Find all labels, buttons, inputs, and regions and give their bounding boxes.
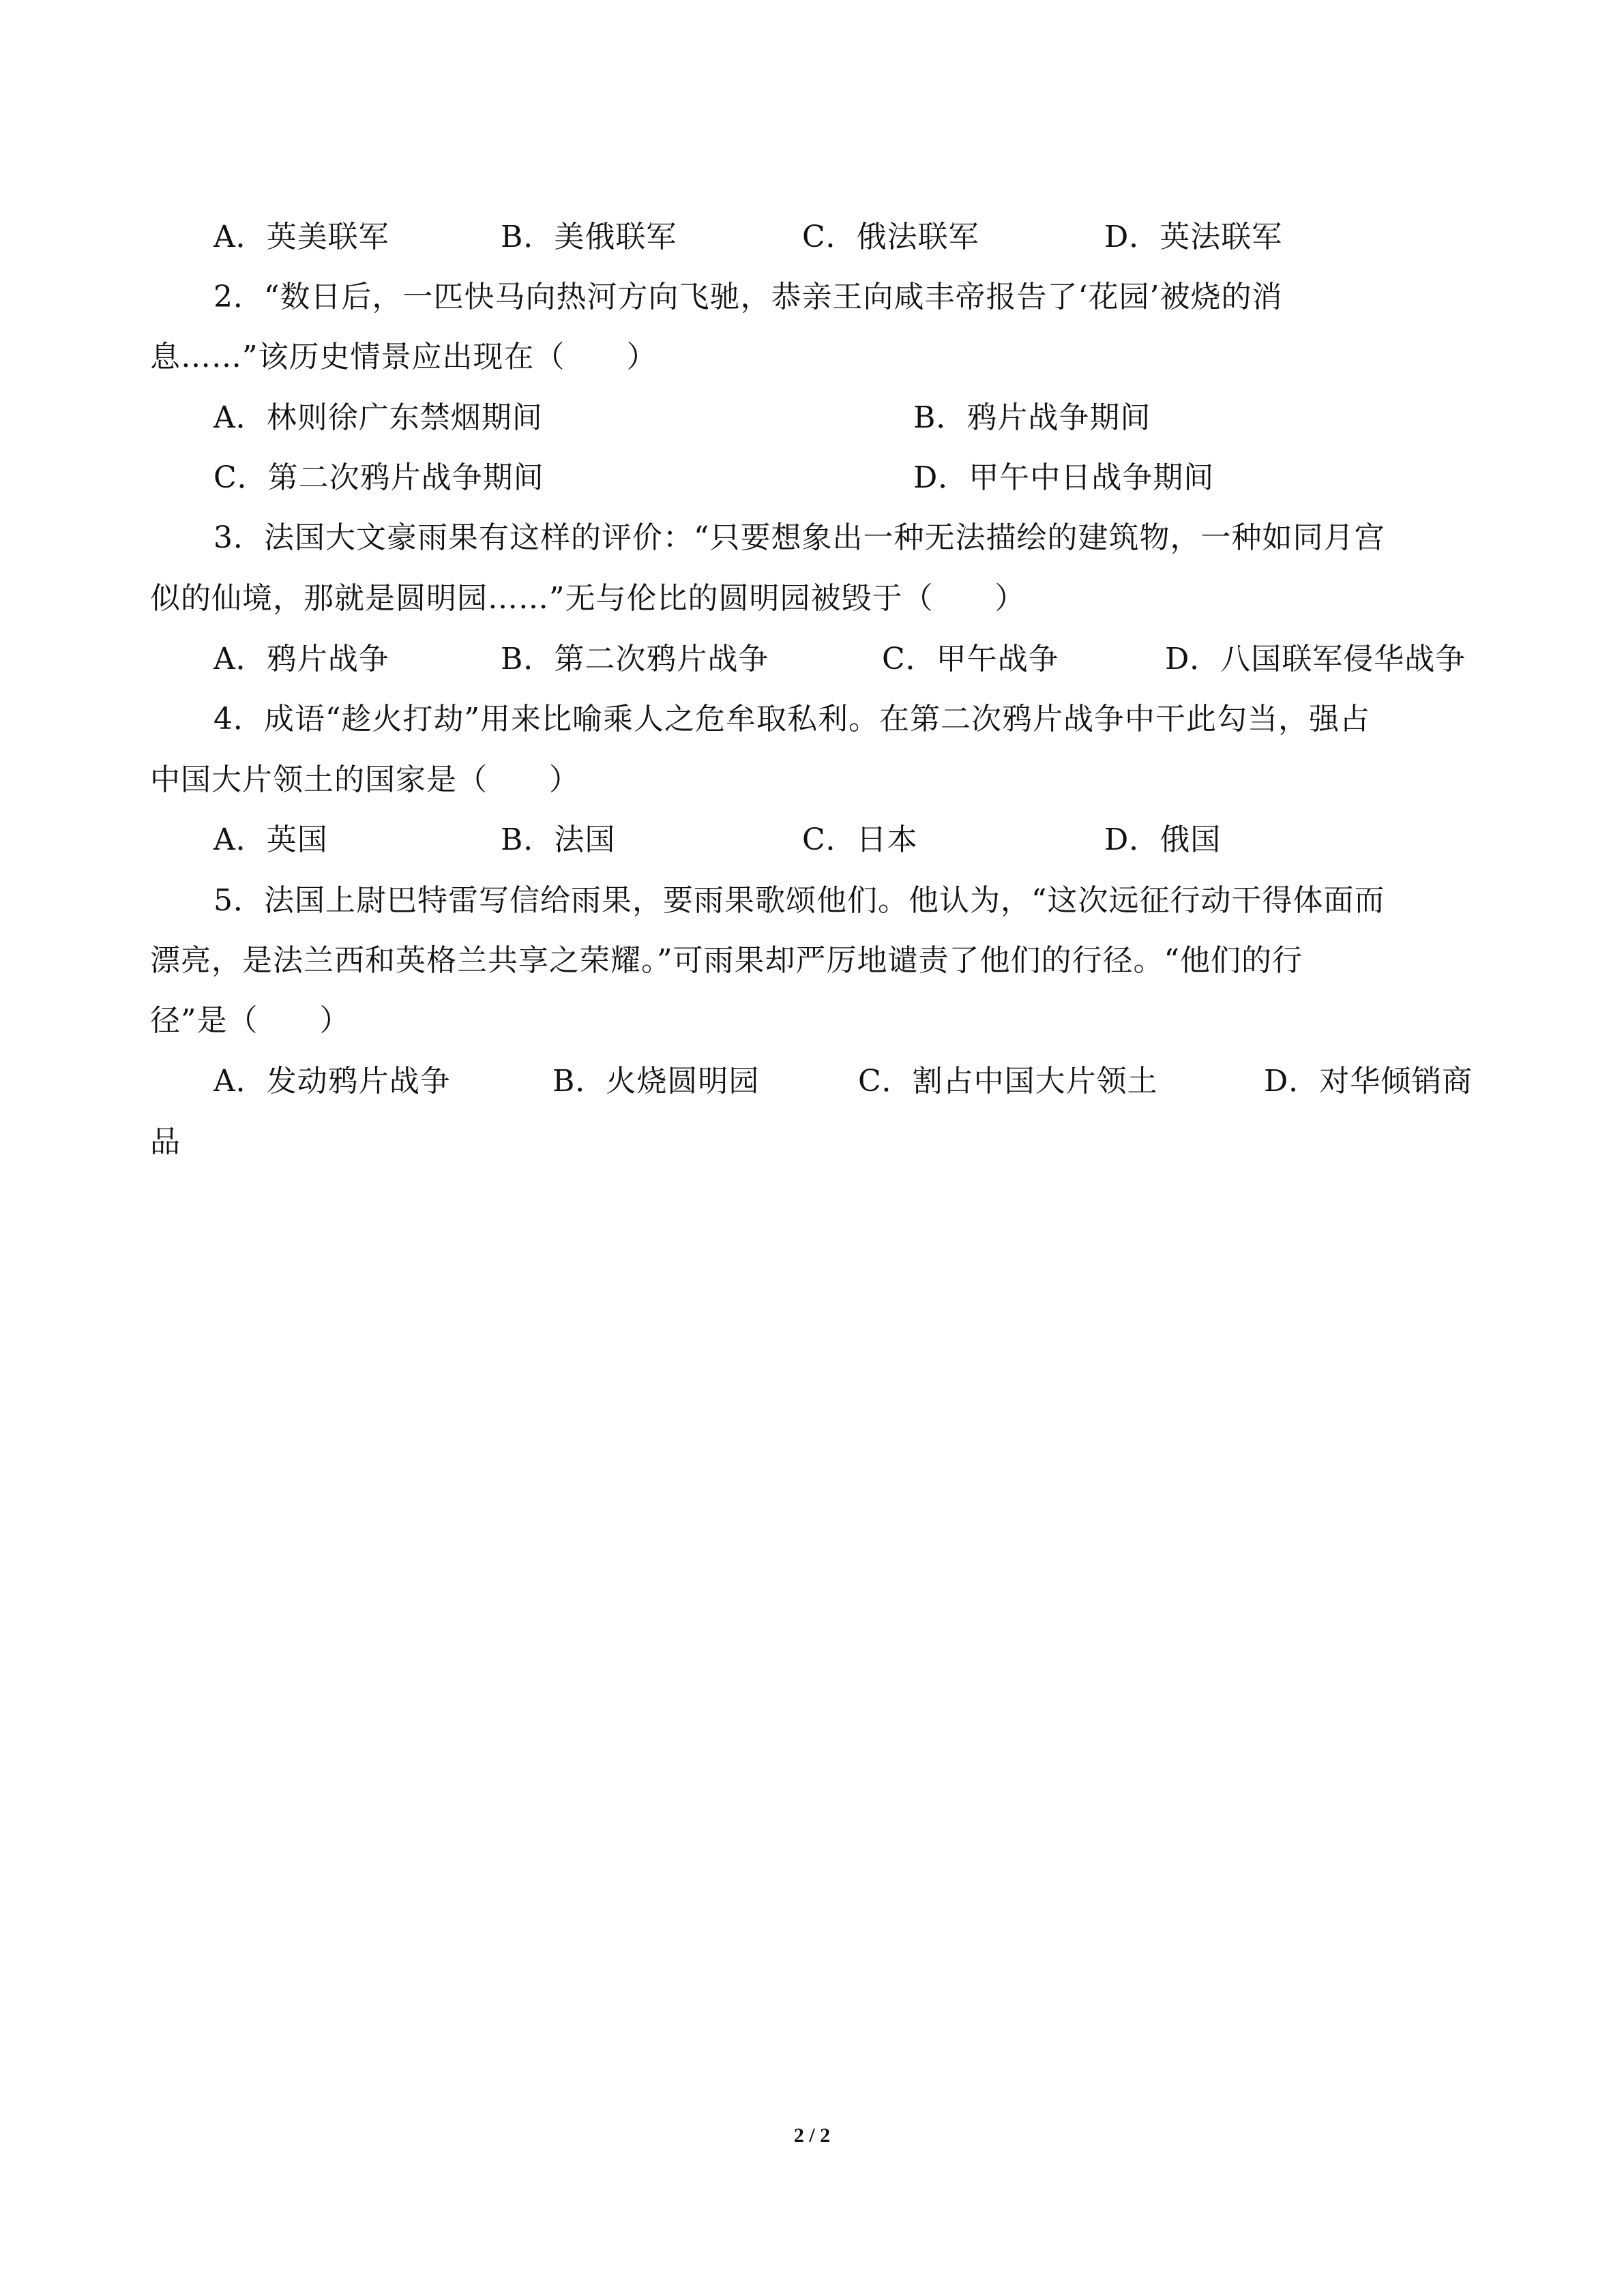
q1-option-a: A．英美联军 — [213, 220, 389, 254]
q5-option-c: C．割占中国大片领土 — [858, 1064, 1158, 1099]
q4-option-b: B．法国 — [501, 822, 616, 857]
q5-stem-line-3: 径”是（ ） — [150, 1003, 351, 1038]
q5-option-d: D．对华倾销商 — [1264, 1064, 1473, 1099]
q5-stem-line-2: 漂亮，是法兰西和英格兰共享之荣耀。”可雨果却严厉地谴责了他们的行径。“他们的行 — [150, 943, 1303, 978]
q1-option-c: C．俄法联军 — [802, 220, 979, 254]
q2-stem-line-1: 2．“数日后，一匹快马向热河方向飞驰，恭亲王向咸丰帝报告了‘花园’被烧的消 — [213, 280, 1283, 314]
page-number: 2 / 2 — [793, 2124, 831, 2147]
q4-option-c: C．日本 — [802, 822, 918, 857]
q5-option-b: B．火烧圆明园 — [552, 1064, 760, 1099]
q1-option-d: D．英法联军 — [1104, 220, 1283, 254]
q3-option-b: B．第二次鸦片战争 — [501, 642, 769, 676]
q2-option-b: B．鸦片战争期间 — [913, 400, 1151, 435]
q3-option-a: A．鸦片战争 — [213, 642, 389, 676]
q1-option-b: B．美俄联军 — [501, 220, 677, 254]
q4-stem-line-1: 4．成语“趁火打劫”用来比喻乘人之危牟取私利。在第二次鸦片战争中干此勾当，强占 — [213, 702, 1370, 736]
q4-option-d: D．俄国 — [1104, 822, 1222, 857]
q4-option-a: A．英国 — [213, 822, 328, 857]
q5-option-a: A．发动鸦片战争 — [213, 1064, 451, 1099]
q2-option-d: D．甲午中日战争期间 — [913, 460, 1215, 495]
q3-option-c: C．甲午战争 — [882, 642, 1059, 676]
q3-option-d: D．八国联军侵华战争 — [1165, 642, 1466, 676]
q2-option-c: C．第二次鸦片战争期间 — [213, 460, 544, 495]
q3-stem-line-2: 似的仙境，那就是圆明园……”无与伦比的圆明园被毁于（ ） — [150, 581, 1026, 616]
q2-stem-line-2: 息……”该历史情景应出现在（ ） — [150, 340, 658, 374]
q3-stem-line-1: 3．法国大文豪雨果有这样的评价：“只要想象出一种无法描绘的建筑物，一种如同月宫 — [213, 520, 1385, 555]
q5-stem-line-1: 5．法国上尉巴特雷写信给雨果，要雨果歌颂他们。他认为，“这次远征行动干得体面而 — [213, 883, 1385, 918]
q2-option-a: A．林则徐广东禁烟期间 — [213, 400, 543, 435]
q5-option-d-wrap: 品 — [150, 1124, 181, 1159]
q4-stem-line-2: 中国大片领土的国家是（ ） — [150, 762, 580, 797]
